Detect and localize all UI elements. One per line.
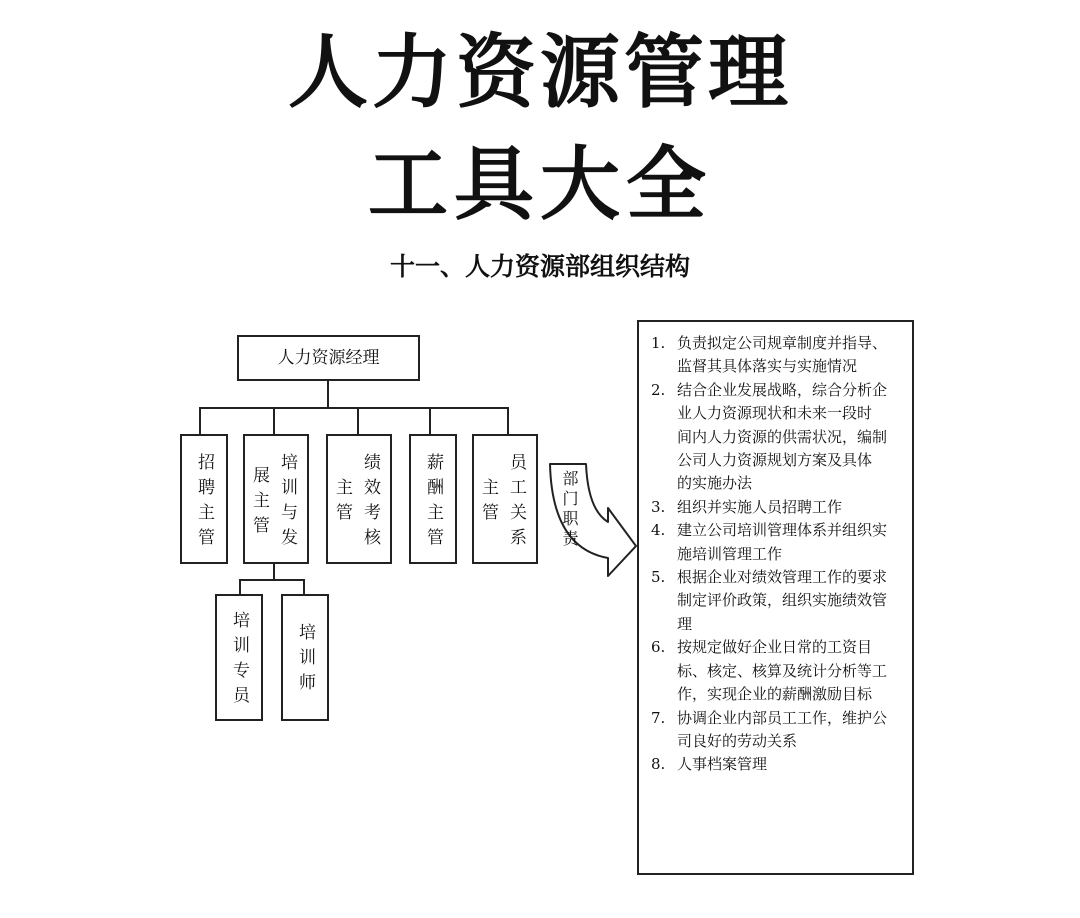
responsibility-first-line [651,519,906,542]
connector-drop-zhaopin [199,407,201,434]
responsibility-continuation-line [651,683,906,706]
responsibility-text: 施培训管理工作 [677,544,783,563]
responsibility-number: 6. [651,638,666,657]
responsibility-first-line [651,753,906,776]
org-node-compensation-supervisor [409,434,457,564]
org-node-training-development-supervisor [243,434,309,564]
org-node-employee-relations-supervisor [472,434,538,564]
org-node-label: 培训与发展主管 [249,453,297,553]
org-node-recruiting-supervisor [180,434,228,564]
responsibility-item [651,519,906,566]
title-line-2: 工具大全 [368,138,712,231]
responsibility-continuation-line [651,660,906,683]
responsibility-number: 4. [651,521,666,540]
org-node-label: 薪酬主管 [423,453,443,553]
responsibility-first-line [651,496,906,519]
org-node-trainer [281,594,329,721]
responsibility-continuation-line [651,589,906,612]
responsibility-text: 的实施办法 [677,474,753,493]
responsibility-first-line [651,566,906,589]
responsibility-item [651,707,906,754]
section-heading: 十一、人力资源部组织结构 [389,252,690,281]
responsibility-text: 根据企业对绩效管理工作的要求 [677,568,888,587]
org-node-hr-manager: 人力资源经理 [237,335,420,381]
responsibility-text: 公司人力资源规划方案及具体 [677,451,873,470]
responsibility-text: 结合企业发展战略，综合分析企 [677,380,888,399]
responsibility-text: 制定评价政策，组织实施绩效管 [677,591,888,610]
responsibility-continuation-line [651,543,906,566]
responsibility-item [651,566,906,636]
connector-drop-xinchou [429,407,431,434]
responsibility-number: 2. [651,380,666,399]
connector-drop-peixunshi [303,579,305,594]
responsibility-item [651,496,906,519]
responsibility-text: 组织并实施人员招聘工作 [677,497,843,516]
responsibility-text: 理 [677,614,693,633]
org-node-performance-supervisor [326,434,392,564]
responsibility-continuation-line [651,426,906,449]
org-node-label: 员工关系主管 [478,453,526,553]
responsibility-continuation-line [651,402,906,425]
responsibility-text: 负责拟定公司规章制度并指导、 [677,334,888,352]
responsibility-item [651,636,906,706]
responsibility-item [651,753,906,776]
responsibility-text: 业人力资源现状和未来一段时 [677,404,873,423]
responsibilities-panel [637,320,914,875]
responsibility-first-line [651,636,906,659]
org-node-label: 培训专员 [229,610,249,711]
responsibility-continuation-line [651,730,906,753]
connector-manager-down [327,381,329,408]
connector-drop-jixiao [357,407,359,434]
responsibility-text: 间内人力资源的供需状况，编制 [677,427,888,446]
responsibility-continuation-line [651,355,906,378]
title-line-1: 人力资源管理 [288,26,792,119]
responsibility-item [651,332,906,379]
connector-drop-peixun [273,407,275,434]
connector-horizontal-bus [199,407,509,409]
responsibility-number: 7. [651,708,666,727]
responsibility-item [651,379,906,496]
org-node-label: 招聘主管 [194,453,214,553]
responsibility-text: 监督其具体落实与实施情况 [677,357,858,376]
responsibility-continuation-line [651,449,906,472]
responsibilities-list [651,332,906,777]
org-node-training-specialist [215,594,263,721]
responsibility-first-line [651,379,906,402]
arrow-label: 部门职责 [560,470,579,550]
responsibility-text: 按规定做好企业日常的工资目 [677,638,873,657]
org-node-label: 培训师 [295,623,315,698]
responsibility-text: 人事档案管理 [677,755,768,774]
responsibility-text: 作，实现企业的薪酬激励目标 [677,685,873,704]
responsibility-number: 1. [651,334,666,352]
responsibility-continuation-line [651,613,906,636]
responsibility-text: 司良好的劳动关系 [677,731,798,750]
responsibility-number: 8. [651,755,666,774]
responsibility-text: 建立公司培训管理体系并组织实 [677,521,888,540]
responsibility-number: 5. [651,568,666,587]
responsibility-first-line [651,707,906,730]
responsibility-text: 协调企业内部员工工作，维护公 [677,708,888,727]
connector-drop-yuangong [507,407,509,434]
responsibility-text: 标、核定、核算及统计分析等工 [677,661,888,680]
responsibility-number: 3. [651,497,666,516]
connector-drop-zhuanyuan [239,579,241,594]
responsibility-first-line [651,332,906,355]
connector-sub-bus [239,579,305,581]
org-node-label: 绩效考核主管 [332,453,380,553]
responsibility-continuation-line [651,472,906,495]
connector-peixun-down [273,563,275,580]
